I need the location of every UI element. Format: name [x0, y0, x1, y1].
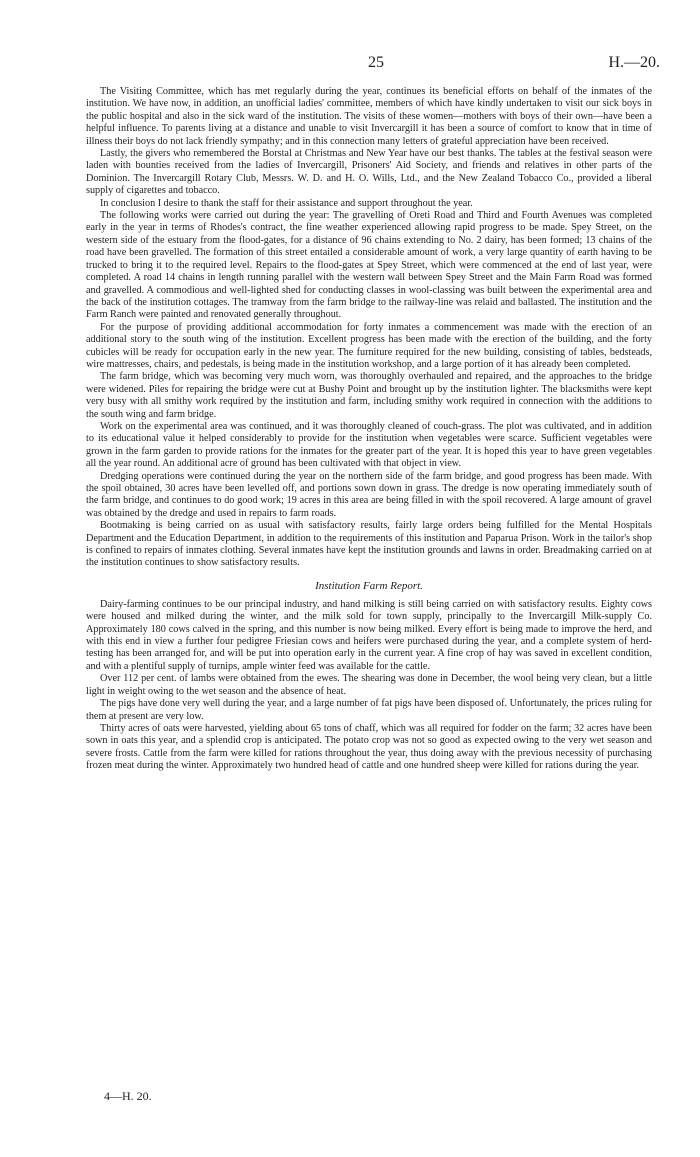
paragraph-accommodation: For the purpose of providing additional accommodation for forty inmates a commencement was made with the erection of an additional story to the south wing of the institution. Excellent progress has been made with the erection of the building, and the forty cubicles will be ready for occupation early in the new year. The furniture required for the new building, consisting of tables, bedsteads, wire mattresses, chairs, and pedestals, is being made in the institution workshop, and a large portion of it has already been completed.	[86, 321, 652, 370]
paragraph-dredging: Dredging operations were continued during the year on the northern side of the farm bridge, and good progress has been made. With the spoil obtained, 30 acres have been levelled off, and portions sown down in grass. The dredge is now operating immediately south of the farm bridge, and continues to do good work; 19 acres in this area are being filled in with the spoil recovered. A large amount of gravel was obtained by the dredge and used in repairs to farm roads.	[86, 470, 652, 519]
document-page	[86, 54, 660, 773]
series-code: H.—20.	[608, 54, 660, 71]
paragraph-visiting-committee: The Visiting Committee, which has met regularly during the year, continues its beneficial efforts on behalf of the inmates of the institution. We have now, in addition, an unofficial ladies' committee, members of which have kindly undertaken to visit our sick boys in the public hospital and also in the sick ward of the institution. The visits of these women—mothers with boys of their own—have been a helpful influence. To parents living at a distance and unable to visit Invercargill it has been a source of comfort to know that in time of illness their boys do not lack friendly sympathy; and in this connection many letters of grateful appreciation have been received.	[86, 86, 652, 147]
paragraph-dairy-farming: Dairy-farming continues to be our principal industry, and hand milking is still being carried on with satisfactory results. Eighty cows were housed and milked during the winter, and the milk sold for town supply, principally to the Invercargill Milk-supply Co. Approximately 180 cows calved in the spring, and this number is now being milked. Every effort is being made to improve the herd, and with this end in view a further four pedigree Friesian cows and heifers were purchased during the year, and a complete system of herd-testing has been arranged for, and will be put into operation early in the current year. A fine crop of hay was saved in excellent condition, and with a plentiful supply of turnips, ample winter feed was available for the cattle.	[86, 598, 652, 672]
signature-mark: 4—H. 20.	[104, 1089, 152, 1103]
paragraph-pigs: The pigs have done very well during the year, and a large number of fat pigs have been disposed of. Unfortunately, the prices ruling for them at present are very low.	[86, 698, 652, 722]
page-header	[86, 54, 660, 76]
paragraph-bootmaking: Bootmaking is being carried on as usual with satisfactory results, fairly large orders being fulfilled for the Mental Hospitals Department and the Education Department, in addition to the requirements of this institution and Paparua Prison. Work in the tailor's shop is confined to repairs of inmates clothing. Several inmates have kept the institution grounds and lawns in order. Breadmaking carried on at the institution continues to show satisfactory results.	[86, 520, 652, 569]
paragraph-lambs: Over 112 per cent. of lambs were obtained from the ewes. The shearing was done in December, the wool being very clean, but a little light in weight owing to the wet season and the absence of heat.	[86, 673, 652, 697]
page-number: 25	[368, 54, 384, 71]
paragraph-works-carried-out: The following works were carried out during the year: The gravelling of Oreti Road and Third and Fourth Avenues was completed early in the year in terms of Rhodes's contract, the fine weather experienced allowing rapid progress to be made. Spey Street, on the western side of the estuary from the flood-gates, for a distance of 96 chains extending to No. 2 dairy, has been formed; 13 chains of the road have been gravelled. The formation of this street entailed a considerable amount of work, a very large quantity of earth having to be trucked to bring it to the required level. Repairs to the flood-gates at Spey Street, which were commenced at the end of last year, were completed. A road 14 chains in length running parallel with the western wall between Spey Street and the Main Farm Road was formed and gravelled. A commodious and well-lighted shed for conducting classes in wool-classing was built between the experimental area and the back of the institution cottages. The tramway from the farm bridge to the railway-line was relaid and ballasted. The institution and the Farm Ranch were painted and renovated generally throughout.	[86, 210, 652, 321]
section-title: Institution Farm Report.	[315, 579, 423, 592]
paragraph-experimental-area: Work on the experimental area was continued, and it was thoroughly cleaned of couch-grass. The plot was cultivated, and in addition to its educational value it helped considerably to provide for the institution when vegetables were scarce. Sufficient vegetables were grown in the farm garden to provide rations for the inmates for the greater part of the year. It is hoped this year to have green vegetables all the year round. An additional acre of ground has been cultivated with that object in view.	[86, 420, 652, 470]
paragraph-staff-thanks: In conclusion I desire to thank the staff for their assistance and support throughout the year.	[100, 197, 473, 209]
paragraph-oats: Thirty acres of oats were harvested, yielding about 65 tons of chaff, which was all required for fodder on the farm; 32 acres have been sown in oats this year, and a splendid crop is anticipated. The potato crop was not so good as expected owing to the very wet season and severe frosts. Cattle from the farm were killed for rations throughout the year, thus doing away with the previous necessity of purchasing frozen meat during the winter. Approximately two hundred head of cattle and one hundred sheep were killed for rations during the year.	[86, 722, 652, 772]
paragraph-farm-bridge: The farm bridge, which was becoming very much worn, was thoroughly overhauled and repaired, and the approaches to the bridge were widened. Piles for repairing the bridge were cut at Bushy Point and brought up by the institution lighter. The blacksmiths were kept very busy with all smithy work required by the institution and farm, including smithy work required in connection with the additions to the south wing and farm bridge.	[86, 371, 652, 420]
paragraph-christmas-thanks: Lastly, the givers who remembered the Borstal at Christmas and New Year have our best thanks. The tables at the festival season were laden with bounties received from the ladies of Invercargill, Prisoners' Aid Society, and friends and relatives in other parts of the Dominion. The Invercargill Rotary Club, Messrs. W. D. and H. O. Wills, Ltd., and the New Zealand Tobacco Co., provided a liberal supply of cigarettes and tobacco.	[86, 148, 652, 197]
